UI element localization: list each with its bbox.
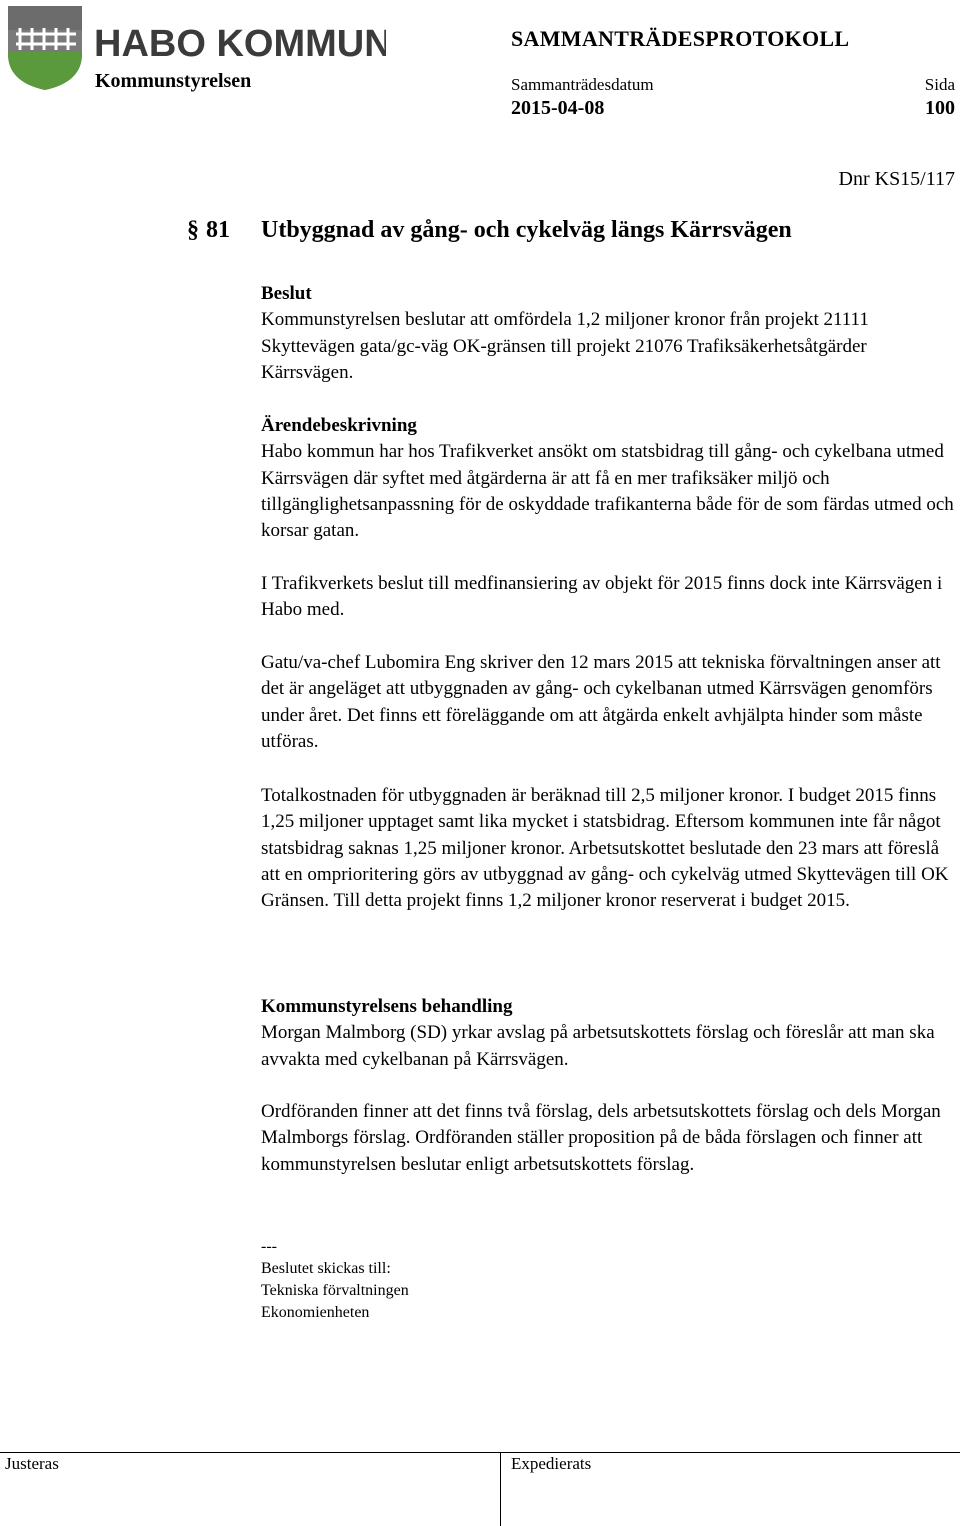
board-handling-heading: Kommunstyrelsens behandling: [261, 996, 513, 1017]
footer-column-divider: [500, 1452, 501, 1526]
board-handling-block: [261, 994, 956, 1073]
page-number: 100: [925, 97, 955, 119]
distribution-block: [261, 1236, 956, 1324]
handling-paragraph-block: [261, 1099, 956, 1178]
section-title: Utbyggnad av gång- och cykelväg längs Kärrsvägen: [261, 217, 792, 243]
case-paragraph-block: [261, 650, 956, 755]
logo-wordmark: HABO KOMMUN: [94, 23, 386, 65]
organization-name: Kommunstyrelsen: [95, 70, 252, 92]
decision-text: Kommunstyrelsen beslutar att omfördela 1,2 miljoner kronor från projekt 21111 Skyttevägen gata/gc-väg OK-gränsen till projekt 21076 Trafiksäkerhetsåtgärder Kärrsvägen.: [261, 309, 869, 383]
recipient: Tekniska förvaltningen: [261, 1282, 409, 1299]
distribution-label: Beslutet skickas till:: [261, 1260, 391, 1277]
case-paragraph-block: [261, 571, 956, 624]
diary-number: Dnr KS15/117: [838, 168, 955, 190]
case-paragraph-block: [261, 783, 956, 914]
footer-divider: [0, 1452, 960, 1453]
case-paragraph: Habo kommun har hos Trafikverket ansökt om statsbidrag till gång- och cykelbana utmed Kärrsvägen där syftet med åtgärderna är att få en mer trafiksäker miljö och tillgänglighetsanpassning för de oskyddade trafikanterna både för de som färdas utmed och korsar gatan.: [261, 441, 954, 542]
case-paragraph: Gatu/va-chef Lubomira Eng skriver den 12 mars 2015 att tekniska förvaltningen anser att det är angeläget att utbyggnaden av gång- och cykelbanan utmed Kärrsvägen genomförs under året. Det finns ett föreläggande om att åtgärda enkelt avhjälpta hinder som måste utföras.: [261, 652, 941, 752]
expedierats-label: Expedierats: [511, 1454, 592, 1473]
section-symbol: §: [187, 217, 199, 243]
meeting-date: 2015-04-08: [511, 97, 605, 119]
meeting-date-label: Sammanträdesdatum: [511, 75, 654, 94]
justeras-label: Justeras: [5, 1454, 59, 1473]
section-number: 81: [206, 217, 230, 243]
separator: ---: [261, 1238, 277, 1255]
case-paragraph: I Trafikverkets beslut till medfinansiering av objekt för 2015 finns dock inte Kärrsvägen i Habo med.: [261, 573, 943, 621]
decision-heading: Beslut: [261, 283, 312, 304]
handling-paragraph: Ordföranden finner att det finns två förslag, dels arbetsutskottets förslag och dels Morgan Malmborgs förslag. Ordföranden ställer proposition på de båda förslagen och finner att kommunstyrelsen beslutar enligt arbetsutskottets förslag.: [261, 1101, 941, 1175]
decision-block: [261, 281, 956, 386]
document-title: SAMMANTRÄDESPROTOKOLL: [511, 26, 850, 51]
recipient: Ekonomienheten: [261, 1304, 370, 1321]
case-description-block: [261, 413, 956, 544]
page-label: Sida: [924, 75, 955, 94]
handling-paragraph: Morgan Malmborg (SD) yrkar avslag på arbetsutskottets förslag och föreslår att man ska avvakta med cykelbanan på Kärrsvägen.: [261, 1022, 935, 1070]
case-paragraph: Totalkostnaden för utbyggnaden är beräknad till 2,5 miljoner kronor. I budget 2015 finns 1,25 miljoner upptaget samt lika mycket i statsbidrag. Eftersom kommunen inte får något statsbidrag saknas 1,25 miljoner kronor. Arbetsutskottet beslutade den 23 mars att föreslå att en omprioritering görs av utbyggnad av gång- och cykelväg utmed Skyttevägen till OK Gränsen. Till detta projekt finns 1,2 miljoner kronor reserverat i budget 2015.: [261, 785, 949, 912]
case-description-heading: Ärendebeskrivning: [261, 415, 417, 436]
